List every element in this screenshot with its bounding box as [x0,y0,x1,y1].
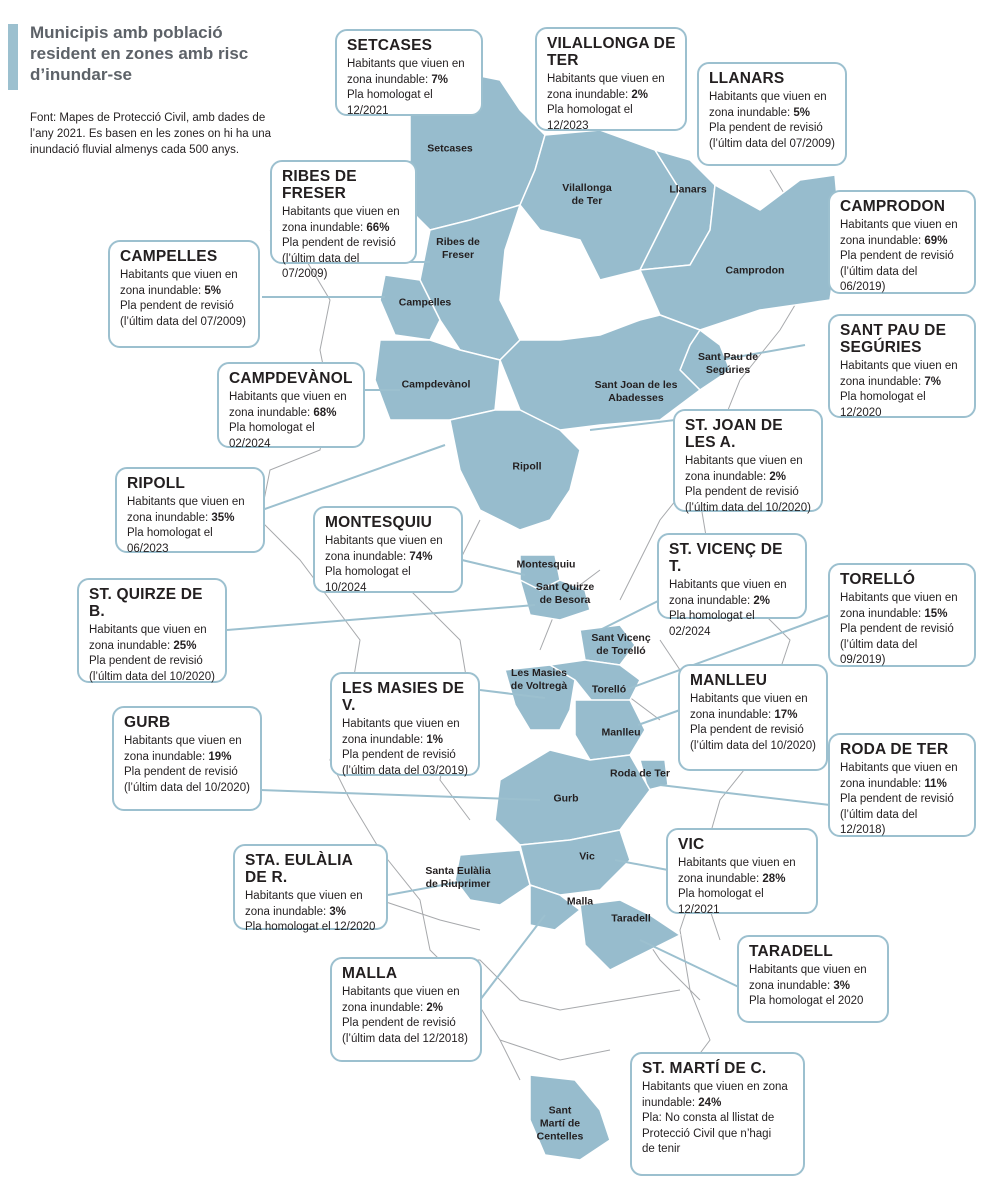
label-santpau: Sant Pau de Segúries [697,351,759,376]
label-santaeulalia: Santa Eulàlia de Riuprimer [425,865,491,890]
card-title: MALLA [342,965,398,982]
card-line: (l’últim data del 10/2020) [124,781,250,794]
card-line [89,639,215,655]
card-title: MANLLEU [690,672,768,689]
label-santmarti: Sant Martí de Centelles [536,1104,584,1143]
card-line: Habitants que viuen en [840,360,958,372]
label-campdevanol: Campdevànol [401,378,471,391]
card-text: zona inundable: [342,733,427,746]
card-line [547,88,675,104]
card-line: Pla homologat el 12/2020 [840,391,926,419]
card-line: Habitants que viuen en [840,762,958,774]
card-title: ST. JOAN DE LES A. [685,417,783,451]
card-title: SANT PAU DE SEGÚRIES [840,322,947,356]
card-line: Habitants que viuen en [342,718,460,730]
card-title: ST. VICENÇ DE T. [669,541,783,575]
card-percent: 25% [173,639,197,652]
card-gurb [112,706,262,811]
card-line: Pla homologat el 2020 [749,995,864,1007]
card-line: de tenir [642,1143,681,1155]
card-line: Habitants que viuen en [709,91,827,103]
card-title: RIBES DE FRESER [282,168,357,202]
card-title: RODA DE TER [840,741,949,758]
card-text: zona inundable: [840,234,925,247]
card-santquirze [77,578,227,683]
card-line: Protecció Civil que n’hagi [642,1127,772,1140]
card-text: zona inundable: [669,594,754,607]
card-title: LLANARS [709,70,785,87]
card-percent: 7% [924,375,942,388]
card-line: Pla homologat el 12/2020 [245,921,376,933]
card-text: zona inundable: [229,406,314,419]
card-line: (l’últim data del 12/2018) [342,1032,468,1045]
card-line: Pla pendent de revisió [342,749,456,761]
label-montesquiu: Montesquiu [516,558,576,571]
card-percent: 3% [833,979,851,992]
card-text: zona inundable: [709,106,794,119]
card-santmarti [630,1052,805,1176]
label-ripoll: Ripoll [512,460,542,473]
area-santjoan [500,315,700,430]
card-text: zona inundable: [840,375,925,388]
card-setcases [335,29,483,116]
card-percent: 17% [774,708,798,721]
card-line: (l’últim data del 07/2009) [282,252,360,280]
label-gurb: Gurb [553,792,579,805]
card-line [678,872,806,888]
card-line [120,284,248,300]
card-line: Pla pendent de revisió [342,1017,456,1029]
card-line [690,708,816,724]
card-text: zona inundable: [89,639,174,652]
card-percent: 35% [211,511,235,524]
label-rodadeter: Roda de Ter [610,767,670,780]
card-line: Habitants que viuen en [685,455,803,467]
card-percent: 28% [762,872,786,885]
card-percent: 19% [208,750,232,763]
card-line: (l’últim data del 10/2020) [690,739,816,752]
card-line [709,106,835,122]
card-line: Habitants que viuen en [678,857,796,869]
source-note: Font: Mapes de Protecció Civil, amb dades de l’any 2021. Es basen en les zones on hi ha una inundació fluvial almenys cada 500 anys. [30,112,272,156]
card-text: zona inundable: [840,607,925,620]
card-percent: 7% [431,73,449,86]
card-percent: 74% [409,550,433,563]
card-line: Pla pendent de revisió [840,793,954,805]
card-llanars [697,62,847,166]
card-line [840,607,964,623]
card-title: VILALLONGA DE TER [547,35,676,69]
card-line: (l’últim data del 07/2009) [709,137,835,150]
card-title: CAMPELLES [120,248,218,265]
card-line: Pla homologat el 06/2023 [127,527,213,555]
card-line: Pla pendent de revisió [685,486,799,498]
card-campelles [108,240,260,348]
area-taradell [580,900,680,970]
label-camprodon: Camprodon [725,264,785,277]
card-campdevanol [217,362,365,448]
card-line: (l’últim data del 07/2009) [120,315,246,328]
card-text: zona inundable: [840,777,925,790]
card-percent: 2% [426,1001,444,1014]
card-line: Habitants que viuen en [749,964,867,976]
card-title: TORELLÓ [840,571,916,588]
card-line [245,905,376,921]
label-malla: Malla [566,895,594,908]
card-line [124,750,250,766]
card-text: zona inundable: [749,979,834,992]
card-line [642,1096,793,1112]
card-santjoan [673,409,823,512]
card-text: zona inundable: [124,750,209,763]
card-percent: 69% [924,234,948,247]
card-line: Pla pendent de revisió [840,623,954,635]
card-text: zona inundable: [690,708,775,721]
card-line: Pla pendent de revisió [690,724,804,736]
card-percent: 2% [769,470,787,483]
card-title: TARADELL [749,943,833,960]
card-line [685,470,811,486]
card-line: (l’últim data del 10/2020) [89,670,215,683]
card-line [840,234,964,250]
card-line: Pla pendent de revisió [124,766,238,778]
card-line: (l’últim data del 03/2019) [342,764,468,777]
card-line: Habitants que viuen en [245,890,363,902]
area-ribes [420,205,520,360]
card-line: Habitants que viuen en [120,269,238,281]
card-text: zona inundable: [347,73,432,86]
card-percent: 1% [426,733,444,746]
card-percent: 24% [698,1096,722,1109]
card-text: zona inundable: [245,905,330,918]
card-line [840,375,964,391]
card-montesquiu [313,506,463,593]
card-line: Habitants que viuen en [840,592,958,604]
card-title: RIPOLL [127,475,186,492]
card-line: Habitants que viuen en [325,535,443,547]
label-vilallonga: Vilallonga de Ter [562,182,612,207]
card-percent: 68% [313,406,337,419]
card-line: Pla homologat el 10/2024 [325,566,411,594]
card-malla [330,957,482,1062]
card-line: (l’últim data del 10/2020) [685,501,811,514]
card-line: Pla pendent de revisió [709,122,823,134]
card-title: ST. QUIRZE DE B. [89,586,203,620]
card-text: zona inundable: [342,1001,427,1014]
card-santvicenc [657,533,807,638]
label-campelles: Campelles [398,296,452,309]
label-santvicenc: Sant Vicenç de Torelló [591,632,651,657]
card-vilallonga [535,27,687,131]
card-line [347,73,471,89]
card-line [669,594,795,610]
card-text: zona inundable: [282,221,367,234]
label-santjoan: Sant Joan de les Abadesses [594,379,678,404]
card-rodadeter [828,733,976,837]
card-line: Pla homologat el 02/2024 [669,610,755,638]
label-setcases: Setcases [427,142,473,155]
card-text: zona inundable: [547,88,632,101]
card-line: Habitants que viuen en [282,206,400,218]
card-line [342,1001,470,1017]
card-line: Pla pendent de revisió [120,300,234,312]
card-santaeulalia [233,844,388,933]
card-title: LES MASIES DE V. [342,680,465,714]
card-title: GURB [124,714,171,731]
card-line [840,777,964,793]
card-torello [828,563,976,667]
card-percent: 2% [753,594,771,607]
card-ribes [270,160,417,280]
card-line: (l’últim data del 06/2019) [840,265,918,293]
card-line [229,406,353,422]
card-text: zona inundable: [120,284,205,297]
map-title: Municipis amb població resident en zones amb risc d’inundar-se [30,23,249,84]
card-lesmasies [330,672,480,776]
card-taradell [737,935,889,1023]
card-line [342,733,468,749]
card-camprodon [828,190,976,294]
card-percent: 5% [204,284,222,297]
card-percent: 3% [329,905,347,918]
card-line: Pla pendent de revisió [282,237,396,249]
label-llanars: Llanars [669,183,707,196]
card-line: Habitants que viuen en [89,624,207,636]
card-percent: 66% [366,221,390,234]
card-santpau [828,314,976,418]
card-line: Pla: No consta al llistat de [642,1112,775,1124]
label-lesmasies: Les Masies de Voltregà [510,667,568,692]
card-text: zona inundable: [325,550,410,563]
card-line: Habitants que viuen en [124,735,242,747]
card-line: (l’últim data del 09/2019) [840,638,918,666]
card-title: MONTESQUIU [325,514,433,531]
card-percent: 2% [631,88,649,101]
label-santquirze: Sant Quirze de Besora [535,581,595,606]
card-text: inundable: [642,1096,699,1109]
card-line [325,550,451,566]
label-taradell: Taradell [611,912,651,925]
card-line: Habitants que viuen en [229,391,347,403]
card-percent: 11% [924,777,947,790]
card-line: Habitants que viuen en [127,496,245,508]
card-line: Habitants que viuen en [669,579,787,591]
card-title: VIC [678,836,705,853]
card-ripoll [115,467,265,553]
label-torello: Torelló [591,683,627,696]
card-title: STA. EULÀLIA DE R. [245,852,353,886]
card-line: Pla homologat el 12/2023 [547,104,633,132]
card-line: Pla pendent de revisió [89,655,203,667]
card-line: Habitants que viuen en [690,693,808,705]
card-title: SETCASES [347,37,433,54]
card-percent: 15% [924,607,948,620]
card-line: Habitants que viuen en [547,73,665,85]
card-text: zona inundable: [685,470,770,483]
card-line: Pla pendent de revisió [840,250,954,262]
card-line: Habitants que viuen en [347,58,465,70]
card-line: Habitants que viuen en zona [642,1081,788,1093]
card-line: Habitants que viuen en [342,986,460,998]
card-line: (l’últim data del 12/2018) [840,808,918,836]
card-line [127,511,253,527]
label-manlleu: Manlleu [601,726,641,739]
card-percent: 5% [793,106,811,119]
card-line [749,979,877,995]
card-title: CAMPRODON [840,198,946,215]
card-manlleu [678,664,828,771]
card-line [282,221,405,237]
label-ribes: Ribes de Freser [436,236,480,261]
title-accent-bar [8,24,18,90]
card-vic [666,828,818,914]
card-line: Pla homologat el 12/2021 [678,888,764,916]
card-line: Pla homologat el 02/2024 [229,422,315,450]
card-line: Habitants que viuen en [840,219,958,231]
label-vic: Vic [579,850,595,863]
card-text: zona inundable: [678,872,763,885]
card-line: Pla homologat el 12/2021 [347,89,433,117]
card-text: zona inundable: [127,511,212,524]
card-title: ST. MARTÍ DE C. [642,1060,767,1077]
card-title: CAMPDEVÀNOL [229,370,353,387]
